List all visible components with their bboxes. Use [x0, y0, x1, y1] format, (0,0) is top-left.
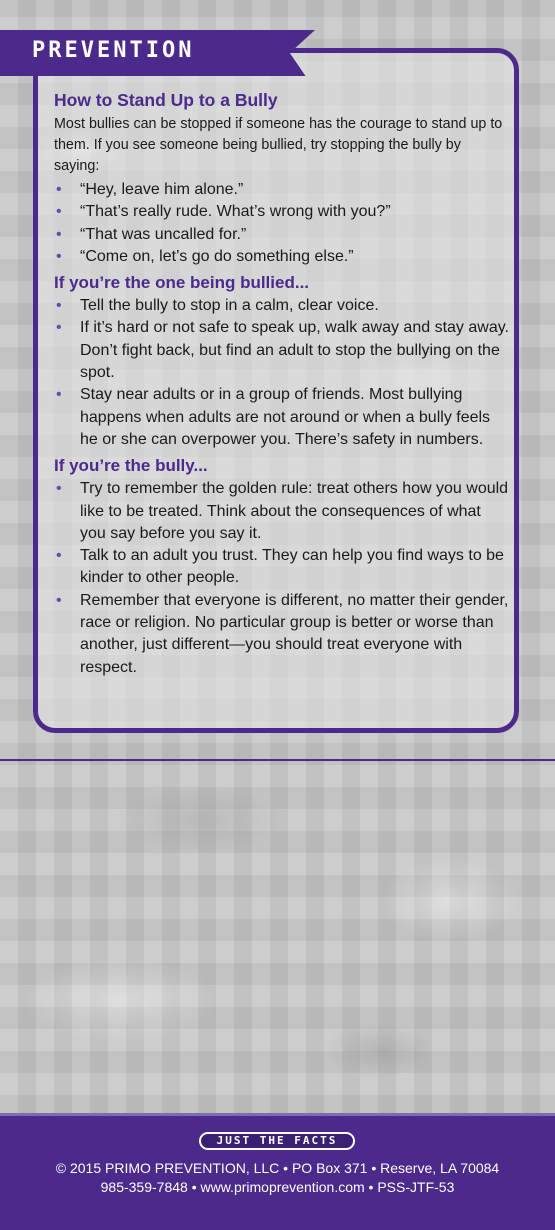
footer [0, 1113, 555, 1230]
section-heading-being-bullied: If you’re the one being bullied... [54, 273, 310, 293]
bullet-list-phrases [54, 179, 510, 268]
copyright-line: © 2015 PRIMO PREVENTION, LLC • PO Box 371 • Reserve, LA 70084 [55, 1160, 500, 1176]
bullet-icon: • [56, 297, 62, 315]
bullet-list-the-bully [54, 478, 510, 679]
bullet-list-being-bullied [54, 295, 510, 451]
divider-line [0, 759, 555, 761]
list-item: • Stay near adults or in a group of friends. Most bullying happens when adults are not around or when a bully feels he or she can overpower you. There’s safety in numbers. [56, 386, 491, 448]
list-item: • Remember that everyone is different, no matter their gender, race or religion. No particular group is better or worse than another, just different—you should treat everyone with respect. [56, 591, 509, 676]
list-item: • Talk to an adult you trust. They can help you find ways to be kinder to other people. [56, 547, 504, 587]
section-heading-the-bully: If you’re the bully... [54, 456, 208, 476]
list-item: • “Come on, let’s go do something else.” [54, 246, 510, 268]
list-item: • “Hey, leave him alone.” [54, 179, 510, 201]
bullet-icon: • [56, 247, 62, 265]
list-item: • “That’s really rude. What’s wrong with you?” [54, 201, 510, 223]
list-item: • Try to remember the golden rule: treat others how you would like to be treated. Think about the consequences of what you say before you say it. [56, 480, 509, 542]
bullet-icon: • [56, 203, 62, 221]
section-intro: Most bullies can be stopped if someone has the courage to stand up to them. If you see someone being bullied, try stopping the bully by saying: [54, 116, 503, 174]
list-item: • If it’s hard or not safe to speak up, walk away and stay away. Don’t fight back, but find an adult to stop the bullying on the spot. [56, 319, 509, 382]
bullet-icon: • [56, 225, 62, 243]
bullet-icon: • [56, 547, 62, 565]
contact-line: 985-359-7848 • www.primoprevention.com • PSS-JTF-53 [100, 1179, 455, 1195]
bullet-icon: • [56, 591, 62, 609]
main-content [54, 88, 510, 682]
section-heading-stand-up: How to Stand Up to a Bully [54, 90, 278, 110]
list-item: • “That was uncalled for.” [54, 224, 510, 246]
bullet-icon: • [56, 386, 62, 404]
list-item: • Tell the bully to stop in a calm, clear voice. [54, 295, 510, 317]
bullet-icon: • [56, 480, 62, 498]
just-the-facts-badge: JUST THE FACTS [199, 1132, 355, 1150]
bullet-icon: • [56, 181, 62, 198]
bullet-icon: • [56, 319, 62, 337]
page-title: PREVENTION [32, 38, 195, 63]
